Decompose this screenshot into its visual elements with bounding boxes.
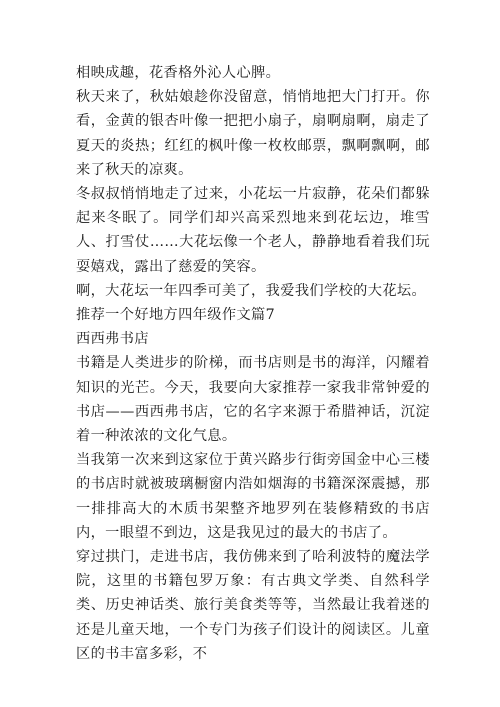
paragraph-flowers-fragrance: 相映成趣，花香格外沁人心脾。 (76, 65, 281, 81)
paragraph-autumn: 秋天来了，秋姑娘趁你没留意，悄悄地把大门打开。你看，金黄的银杏叶像一把把小扇子，扇啊扇啊，扇走了夏天的炎热；红红的枫叶像一枚枚邮票，飘啊飘啊，邮来了秋天的凉爽。 (76, 89, 430, 178)
paragraph-inside-store: 穿过拱门，走进书店，我仿佛来到了哈利波特的魔法学院，这里的书籍包罗万象：有古典文学类、自然科学类、历史神话类、旅行美食类等等，当然最让我着迷的还是儿童天地，一个专门为孩子们设计的阅读区。儿童区的书丰富多彩，不 (76, 549, 430, 662)
essay-title: 推荐一个好地方四年级作文篇7 (76, 307, 276, 324)
paragraph-winter: 冬叔叔悄悄地走了过来，小花坛一片寂静，花朵们都躲起来冬眠了。同学们却兴高采烈地来到花坛边，堆雪人、打雪仗……大花坛像一个老人，静静地看着我们玩耍嬉戏，露出了慈爱的笑容。 (76, 186, 430, 275)
document-body (76, 61, 430, 666)
paragraph-love-flower-bed: 啊，大花坛一年四季可美了，我爱我们学校的大花坛。 (76, 282, 427, 299)
essay-subtitle: 西西弗书店 (76, 331, 149, 348)
paragraph-first-visit: 当我第一次来到这家位于黄兴路步行街旁国金中心三楼的书店时就被玻璃橱窗内浩如烟海的书籍深深震撼，那一排排高大的木质书架整齐地罗列在装修精致的书店内，一眼望不到边，这是我见过的最大的书店了。 (76, 452, 430, 541)
paragraph-bookstore-intro: 书籍是人类进步的阶梯，而书店则是书的海洋，闪耀着知识的光芒。今天，我要向大家推荐一家我非常钟爱的书店——西西弗书店，它的名字来源于希腊神话，沉淀着一种浓浓的文化气息。 (76, 355, 430, 445)
